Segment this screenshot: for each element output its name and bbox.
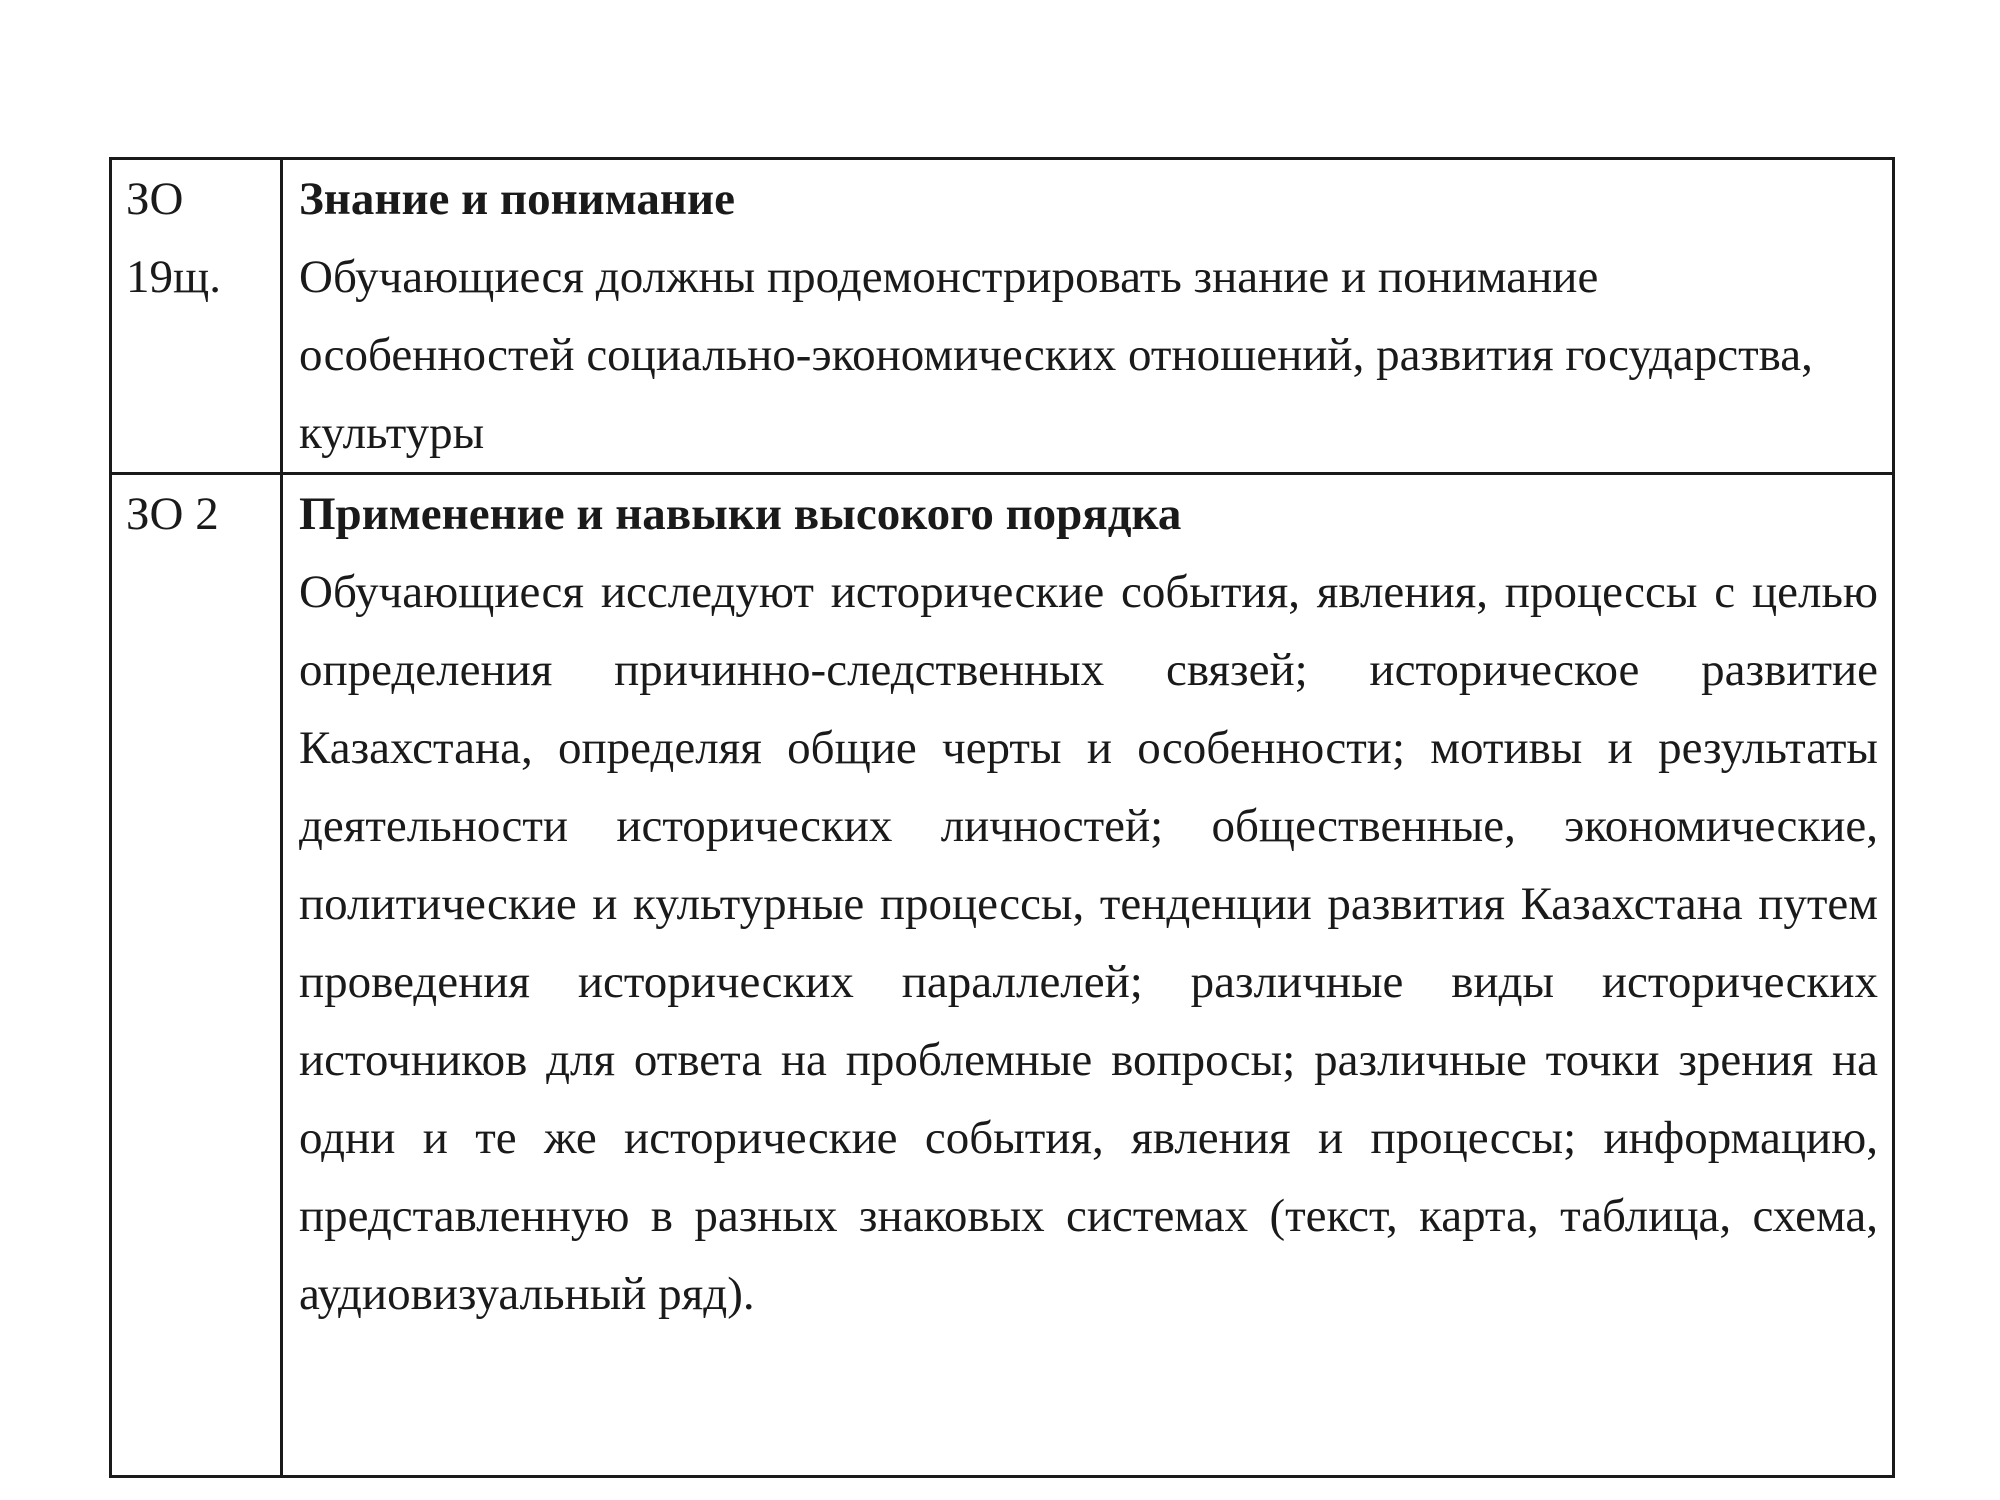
outcome-heading: Применение и навыки высокого порядка xyxy=(299,488,1182,540)
table-row xyxy=(111,159,1894,474)
outcome-description: Обучающиеся должны продемонстрировать знание и понимание особенностей социально-экономических отношений, развития государства, культуры xyxy=(299,251,1813,459)
outcome-heading: Знание и понимание xyxy=(299,173,735,225)
outcome-code-cell xyxy=(111,159,282,474)
outcome-description: Обучающиеся исследуют исторические события, явления, процессы с целью определения причинно-следственных связей; историческое развитие Казахстана, определяя общие черты и особенности; мотивы и результаты деятельности исторических личностей; общественные, экономические, политические и культурные процессы, тенденции развития Казахстана путем проведения исторических параллелей; различные виды исторических источников для ответа на проблемные вопросы; различные точки зрения на одни и те же исторические события, явления и процессы; информацию, представленную в разных знаковых системах (текст, карта, таблица, схема, аудиовизуальный ряд). xyxy=(299,566,1878,1320)
outcome-content-cell xyxy=(282,159,1894,474)
learning-outcomes-table xyxy=(109,157,1895,1478)
outcome-code-cell xyxy=(111,474,282,1477)
outcome-content-cell xyxy=(282,474,1894,1477)
outcome-code: ЗО 19щ. xyxy=(126,173,221,303)
outcome-code: ЗО 2 xyxy=(126,488,219,540)
table-row xyxy=(111,474,1894,1477)
